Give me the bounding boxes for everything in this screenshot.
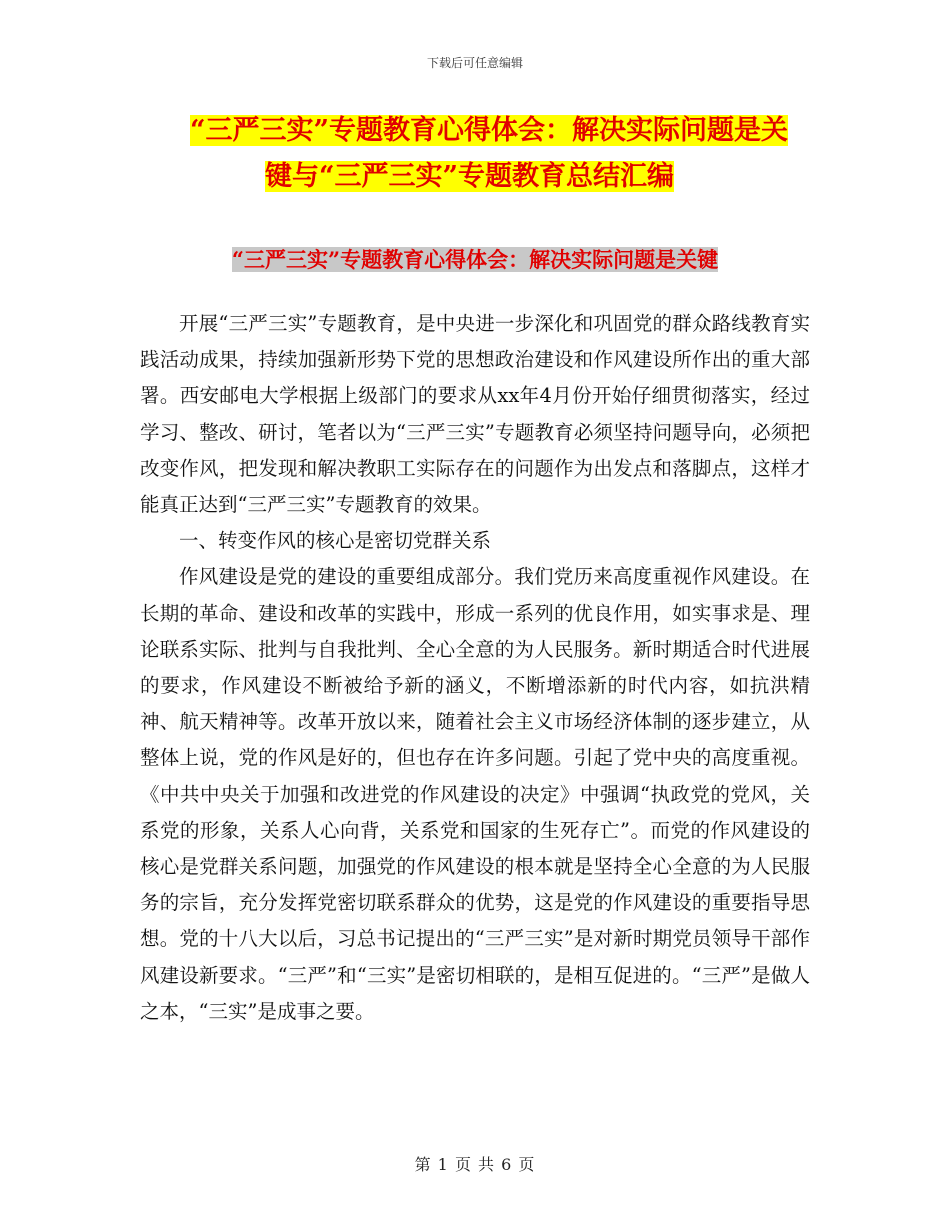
- title-line-2: [140, 154, 840, 200]
- title-line-2-text: 键与“三严三实”专题教育总结汇编: [265, 161, 675, 192]
- header-note: 下载后可任意编辑: [426, 56, 523, 70]
- title-line-1-text: “三严三实”专题教育心得体会：解决实际问题是关: [190, 115, 789, 146]
- document-title: [140, 108, 840, 200]
- document-body: [140, 306, 810, 1030]
- section-heading-1: 一、转变作风的核心是密切党群关系: [179, 529, 492, 553]
- paragraph-intro: 开展“三严三实”专题教育，是中央进一步深化和巩固党的群众路线教育实践活动成果，持续加强新形势下党的思想政治建设和作风建设所作出的重大部署。西安邮电大学根据上级部门的要求从xx年4月份开始仔细贯彻落实，经过学习、整改、研讨，笔者以为“三严三实”专题教育必须坚持问题导向，必须把改变作风，把发现和解决教职工实际存在的问题作为出发点和落脚点，这样才能真正达到“三严三实”专题教育的效果。: [140, 312, 810, 517]
- paragraph-section-1: 作风建设是党的建设的重要组成部分。我们党历来高度重视作风建设。在长期的革命、建设和改革的实践中，形成一系列的优良作用，如实事求是、理论联系实际、批判与自我批判、全心全意的为人民服务。新时期适合时代进展的要求，作风建设不断被给予新的涵义，不断增添新的时代内容，如抗洪精神、航天精神等。改革开放以来，随着社会主义市场经济体制的逐步建立，从整体上说，党的作风是好的，但也存在许多问题。引起了党中央的高度重视。《中共中央关于加强和改进党的作风建设的决定》中强调“执政党的党风，关系党的形象，关系人心向背，关系党和国家的生死存亡”。而党的作风建设的核心是党群关系问题，加强党的作风建设的根本就是坚持全心全意的为人民服务的宗旨，充分发挥党密切联系群众的优势，这是党的作风建设的重要指导思想。党的十八大以后，习总书记提出的“三严三实”是对新时期党员领导干部作风建设新要求。“三严”和“三实”是密切相联的，是相互促进的。“三严”是做人之本，“三实”是成事之要。: [140, 565, 810, 1023]
- section-subtitle-text: “三严三实”专题教育心得体会：解决实际问题是关键: [231, 247, 719, 272]
- page-footer: 第 1 页 共 6 页: [414, 1155, 536, 1174]
- section-subtitle: [0, 245, 950, 275]
- title-line-1: [140, 108, 840, 154]
